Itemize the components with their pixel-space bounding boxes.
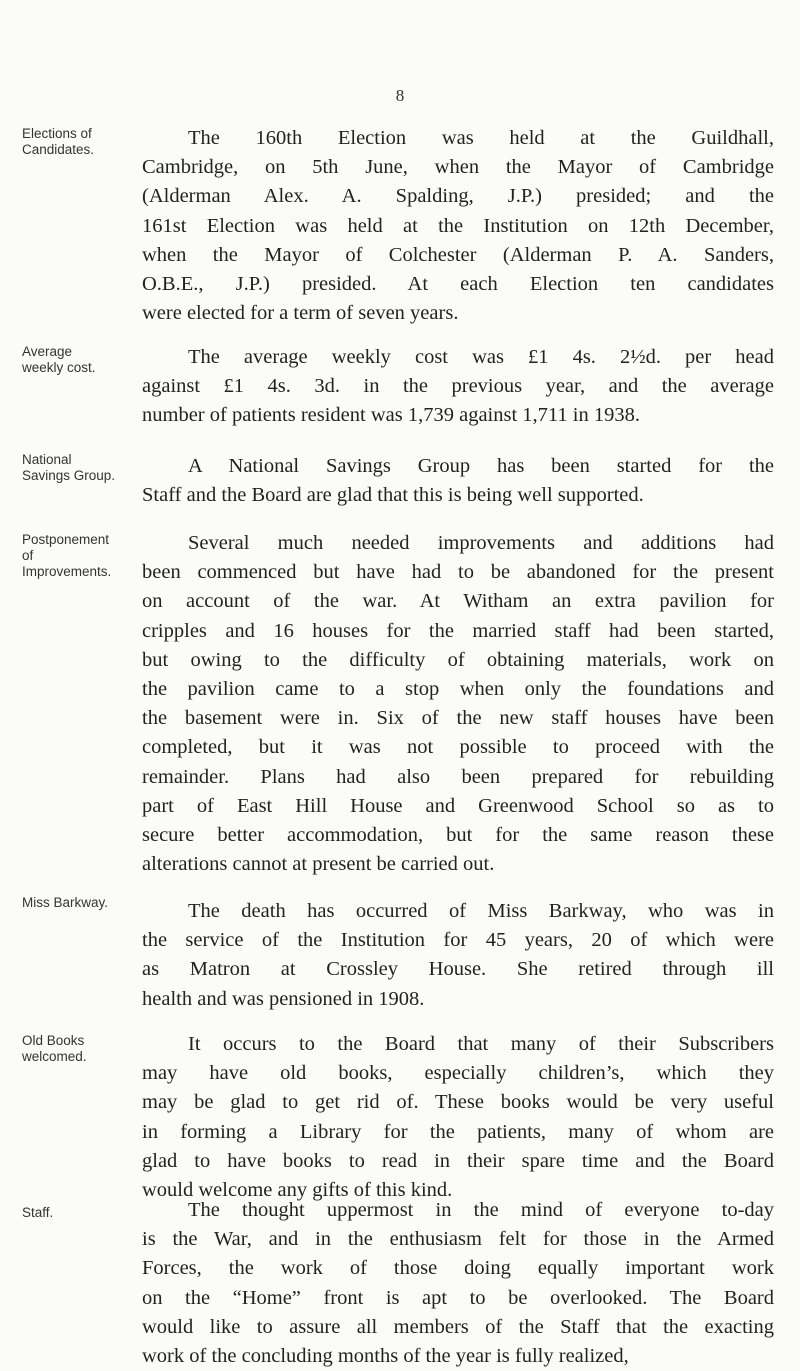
text-line: The death has occurred of Miss Barkway, who was in bbox=[188, 900, 774, 922]
margin-label-line: Improvements. bbox=[22, 564, 112, 579]
margin-label-line: Old Books bbox=[22, 1033, 85, 1048]
text-line: cripples and 16 houses for the married staff had been started, bbox=[142, 619, 774, 642]
text-line: been commenced but have had to be abandoned for the present bbox=[142, 561, 774, 584]
text-line: in forming a Library for the patients, many of whom are bbox=[142, 1120, 774, 1143]
text-line: when the Mayor of Colchester (Alderman P. A. Sanders, bbox=[142, 243, 774, 266]
paragraph-postponement bbox=[142, 529, 774, 879]
text-line: the pavilion came to a stop when only the foundations and bbox=[142, 678, 774, 701]
text-line: secure better accommodation, but for the same reason these bbox=[142, 824, 774, 847]
margin-label-line: Postponement bbox=[22, 532, 110, 547]
paragraph-staff bbox=[142, 1196, 774, 1371]
margin-label-average-weekly-cost bbox=[22, 344, 134, 376]
text-line: but owing to the difficulty of obtaining materials, work on bbox=[142, 648, 774, 671]
text-line: on the “Home” front is apt to be overlooked. The Board bbox=[142, 1286, 774, 1309]
text-line: It occurs to the Board that many of their Subscribers bbox=[188, 1033, 774, 1055]
text-line: health and was pensioned in 1908. bbox=[142, 987, 425, 1010]
text-line: glad to have books to read in their spare time and the Board bbox=[142, 1149, 774, 1172]
text-line: would like to assure all members of the Staff that the exacting bbox=[142, 1315, 774, 1338]
text-line: against £1 4s. 3d. in the previous year, and the average bbox=[142, 375, 774, 398]
margin-label-old-books bbox=[22, 1033, 134, 1065]
text-line: may have old books, especially children’s, which they bbox=[142, 1062, 774, 1085]
text-line: work of the concluding months of the year is fully realized, bbox=[142, 1345, 629, 1368]
margin-label-line: National bbox=[22, 452, 72, 467]
text-line: The 160th Election was held at the Guildhall, bbox=[188, 127, 774, 149]
text-line: remainder. Plans had also been prepared for rebuilding bbox=[142, 765, 774, 788]
text-line: part of East Hill House and Greenwood School so as to bbox=[142, 794, 774, 817]
text-line: may be glad to get rid of. These books would be very useful bbox=[142, 1091, 774, 1114]
margin-label-line: Average bbox=[22, 344, 73, 359]
text-line: Cambridge, on 5th June, when the Mayor of Cambridge bbox=[142, 156, 774, 179]
text-line: A National Savings Group has been started for the bbox=[188, 455, 774, 477]
text-line: number of patients resident was 1,739 against 1,711 in 1938. bbox=[142, 404, 640, 427]
text-line: the service of the Institution for 45 years, 20 of which were bbox=[142, 929, 774, 952]
text-line: 161st Election was held at the Institution on 12th December, bbox=[142, 214, 774, 237]
text-line: completed, but it was not possible to proceed with the bbox=[142, 736, 774, 759]
margin-label-miss-barkway bbox=[22, 895, 134, 911]
margin-label-line: weekly cost. bbox=[22, 360, 96, 375]
margin-label-line: Candidates. bbox=[22, 142, 95, 157]
text-line: the basement were in. Six of the new staff houses have been bbox=[142, 707, 774, 730]
text-line: is the War, and in the enthusiasm felt for those in the Armed bbox=[142, 1228, 774, 1251]
margin-label-line: Miss Barkway. bbox=[22, 895, 109, 910]
text-line: The average weekly cost was £1 4s. 2½d. per head bbox=[188, 346, 774, 368]
margin-label-elections bbox=[22, 126, 134, 158]
margin-label-postponement bbox=[22, 532, 134, 580]
paragraph-national-savings bbox=[142, 452, 774, 510]
text-line: on account of the war. At Witham an extra pavilion for bbox=[142, 590, 774, 613]
paragraph-elections bbox=[142, 124, 774, 328]
text-line: as Matron at Crossley House. She retired through ill bbox=[142, 958, 774, 981]
page-number: 8 bbox=[395, 86, 405, 105]
margin-label-national-savings bbox=[22, 452, 134, 484]
text-line: The thought uppermost in the mind of everyone to-day bbox=[188, 1199, 774, 1221]
text-line: Forces, the work of those doing equally important work bbox=[142, 1257, 774, 1280]
text-line: would welcome any gifts of this kind. bbox=[142, 1179, 453, 1202]
margin-label-line: Elections of bbox=[22, 126, 92, 141]
margin-label-line: of bbox=[22, 548, 34, 563]
text-line: were elected for a term of seven years. bbox=[142, 302, 459, 325]
paragraph-miss-barkway bbox=[142, 897, 774, 1014]
paragraph-old-books bbox=[142, 1030, 774, 1205]
paragraph-average-weekly-cost bbox=[142, 343, 774, 431]
margin-label-line: Savings Group. bbox=[22, 468, 116, 483]
margin-label-line: Staff. bbox=[22, 1205, 54, 1220]
margin-label-staff bbox=[22, 1205, 134, 1221]
text-line: (Alderman Alex. A. Spalding, J.P.) presided; and the bbox=[142, 185, 774, 208]
text-line: alterations cannot at present be carried out. bbox=[142, 853, 495, 876]
text-line: O.B.E., J.P.) presided. At each Election ten candidates bbox=[142, 273, 774, 296]
text-line: Several much needed improvements and additions had bbox=[188, 532, 774, 554]
text-line: Staff and the Board are glad that this is being well supported. bbox=[142, 484, 644, 507]
margin-label-line: welcomed. bbox=[22, 1049, 87, 1064]
